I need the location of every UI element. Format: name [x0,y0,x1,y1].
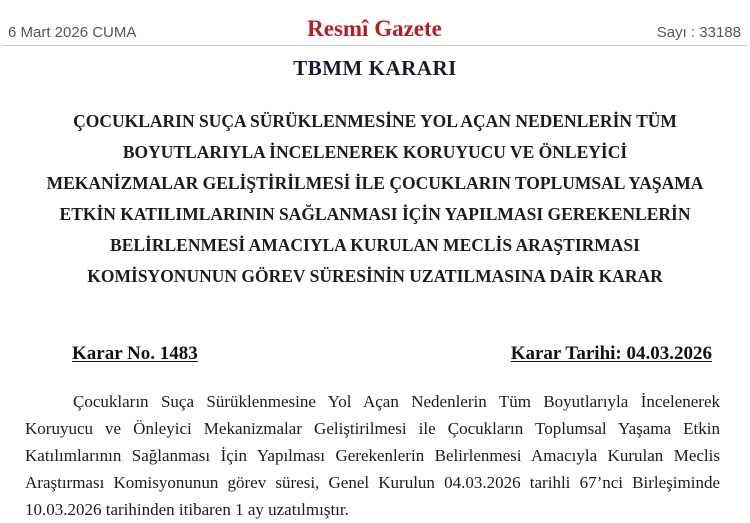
decision-title-line-3: MEKANİZMALAR GELİŞTİRİLMESİ İLE ÇOCUKLARIN TOPLUMSAL YAŞAMA [46,173,704,193]
decision-title-line-4: ETKİN KATILIMLARININ SAĞLANMASI İÇİN YAPILMASI GEREKENLERİN [59,204,691,224]
decision-title-line-5: BELİRLENMESİ AMACIYLA KURULAN MECLİS ARAŞTIRMASI [110,235,640,255]
decision-title-line-2: BOYUTLARIYLA İNCELENEREK KORUYUCU VE ÖNLEYİCİ [122,142,628,162]
header-divider [2,45,748,46]
decision-body: Çocukların Suça Sürüklenmesine Yol Açan Nedenlerin Tüm Boyutlarıyla İncelenerek Koruyucu ve Önleyici Mekanizmalar Geliştirilmesi ile Çocukların Toplumsal Yaşama Etkin Katılımlarının Sağlanması İçin Yapılması Gerekenlerin Belirlenmesi Amacıyla Kurulan Meclis Araştırması Komisyonunun görev süresi, Genel Kurulun 04.03.2026 tarihli 67’nci Birleşiminde 10.03.2026 tarihinden itibaren 1 ay uzatılmıştır. [25,392,720,519]
gazette-header [0,0,750,45]
decision-title [0,106,750,292]
decision-date: Karar Tarihi: 04.03.2026 [510,343,712,364]
section-title: TBMM KARARI [293,56,457,80]
decision-meta-row [0,343,750,365]
gazette-title: Resmî Gazete [307,16,442,41]
issue-date: 6 Mart 2026 CUMA [8,24,137,41]
issue-number: Sayı : 33188 [656,24,741,41]
decision-title-line-1: ÇOCUKLARIN SUÇA SÜRÜKLENMESİNE YOL AÇAN NEDENLERİN TÜM [73,111,677,131]
decision-title-line-6: KOMİSYONUNUN GÖREV SÜRESİNİN UZATILMASINA DAİR KARAR [87,266,663,286]
decision-number: Karar No. 1483 [72,343,198,364]
